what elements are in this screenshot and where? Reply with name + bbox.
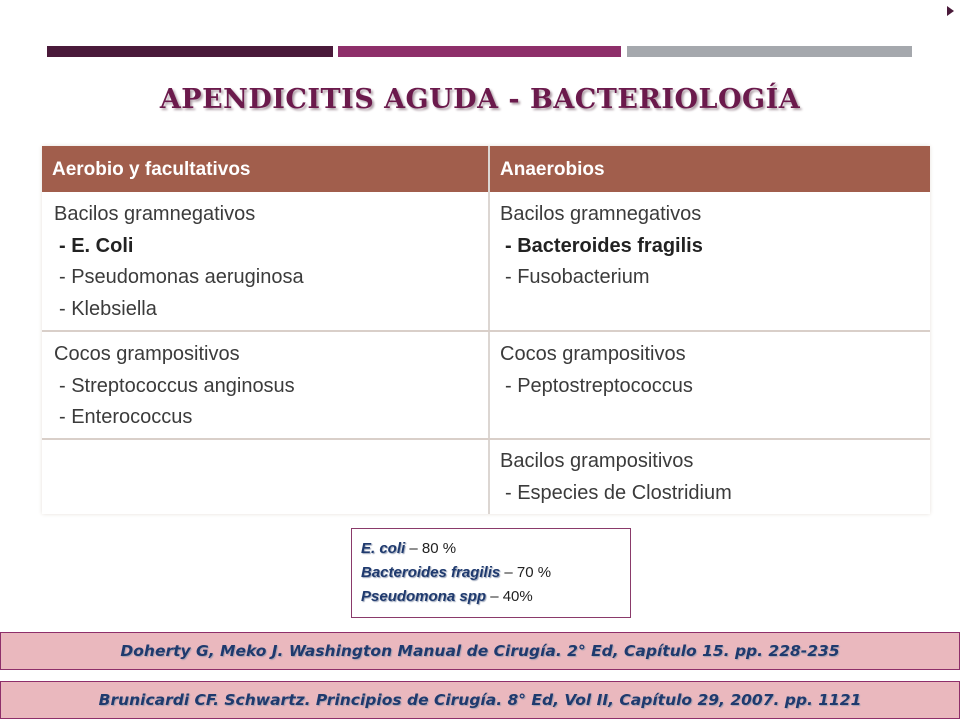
- organism-name: Pseudomona spp: [361, 588, 487, 605]
- group-label: Cocos grampositivos: [54, 343, 240, 365]
- organism-item: - Fusobacterium: [505, 266, 650, 288]
- group-label: Bacilos gramnegativos: [500, 203, 702, 225]
- accent-bar-3: [627, 46, 912, 57]
- row-divider: [42, 330, 930, 332]
- organism-item: - Enterococcus: [59, 406, 193, 428]
- table-header: [42, 146, 930, 192]
- prevalence-row: [352, 585, 630, 609]
- organism-name: Bacteroides fragilis: [361, 564, 501, 581]
- reference-citation: Doherty G, Meko J. Washington Manual de Cirugía. 2° Ed, Capítulo 15. pp. 228-235: [0, 632, 960, 670]
- row-divider: [42, 438, 930, 440]
- header-aerobic: Aerobio y facultativos: [52, 159, 251, 180]
- prevalence-row: [352, 561, 630, 585]
- accent-bar-1: [47, 46, 333, 57]
- table-cell-anaerobic-2: [500, 339, 693, 402]
- organism-name: E. coli: [361, 540, 406, 557]
- prevalence-value: – 40%: [486, 588, 533, 605]
- table-cell-anaerobic-3: [500, 446, 732, 509]
- group-label: Bacilos grampositivos: [500, 450, 694, 472]
- slide-title: APENDICITIS AGUDA - BACTERIOLOGÍA: [159, 84, 801, 115]
- organism-item: - Pseudomonas aeruginosa: [59, 266, 304, 288]
- organism-item: - Peptostreptococcus: [505, 374, 693, 397]
- table-cell-aerobic-1: [54, 199, 304, 325]
- group-label: Bacilos gramnegativos: [54, 203, 256, 225]
- reference-citation: Brunicardi CF. Schwartz. Principios de Cirugía. 8° Ed, Vol II, Capítulo 29, 2007. pp. 1121: [0, 681, 960, 719]
- bacteriology-table: [42, 146, 930, 514]
- prevalence-row: [352, 537, 630, 561]
- group-label: Cocos grampositivos: [500, 343, 686, 365]
- prevalence-value: – 80 %: [405, 540, 457, 557]
- prevalence-box: [351, 528, 631, 618]
- organism-item: - Especies de Clostridium: [505, 481, 732, 504]
- prevalence-value: – 70 %: [500, 564, 552, 581]
- header-anaerobic: Anaerobios: [500, 159, 605, 180]
- table-cell-aerobic-2: [54, 339, 295, 434]
- organism-item: - Streptococcus anginosus: [59, 374, 295, 397]
- table-cell-anaerobic-1: [500, 199, 703, 294]
- organism-item: - Bacteroides fragilis: [505, 234, 703, 257]
- organism-item: - E. Coli: [59, 234, 134, 257]
- triangle-arrow-icon: [947, 6, 954, 16]
- accent-bar-2: [338, 46, 621, 57]
- organism-item: - Klebsiella: [59, 297, 157, 320]
